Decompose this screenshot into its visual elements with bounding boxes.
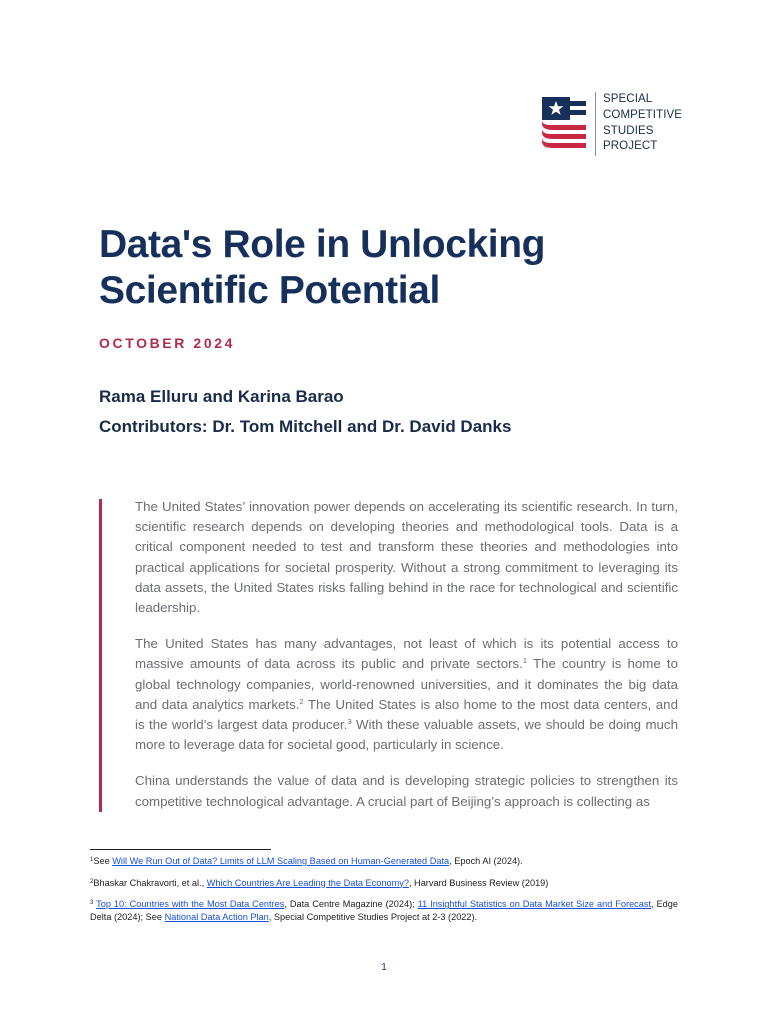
paragraph-2-text: The United States has many advantages, not least of which is its potential access to massive amounts of data across its public and private sectors. bbox=[135, 636, 678, 672]
logo-line: COMPETITIVE bbox=[603, 108, 683, 121]
intro-text bbox=[135, 497, 678, 811]
document-title bbox=[99, 222, 659, 314]
footnote-3 bbox=[90, 898, 678, 923]
title-line: Data's Role in Unlocking bbox=[99, 223, 546, 266]
footnote-ref-2[interactable]: 2 bbox=[299, 696, 304, 706]
authors: Rama Elluru and Karina Barao bbox=[99, 387, 344, 406]
logo-line: SPECIAL bbox=[603, 93, 653, 105]
footnote-divider bbox=[90, 849, 271, 850]
footnote-text: , Harvard Business Review (2019) bbox=[408, 877, 549, 888]
page-number: 1 bbox=[381, 962, 387, 973]
pull-quote-bar bbox=[99, 499, 102, 812]
logo-divider bbox=[595, 92, 596, 156]
footnote-link[interactable]: Top 10: Countries with the Most Data Centres bbox=[96, 899, 285, 910]
footnote-1 bbox=[90, 855, 678, 868]
footnote-link[interactable]: National Data Action Plan bbox=[164, 911, 269, 922]
footnote-link[interactable]: Will We Run Out of Data? Limits of LLM Scaling Based on Human-Generated Data bbox=[112, 856, 450, 866]
paragraph-1: The United States’ innovation power depends on accelerating its scientific research. In turn, scientific research depends on developing theories and methodological tools. Data is a critical component needed to test and transform these theories and methodologies into practical applications for societal prosperity. Without a strong commitment to leveraging its data assets, the United States risks falling behind in the race for technological and scientific leadership. bbox=[135, 499, 678, 616]
paragraph-2-text: The country is home to global technology companies, world-renowned universities, and it dominates the big data and data analytics markets. bbox=[135, 656, 678, 712]
author-block bbox=[99, 382, 511, 442]
scsp-flag-icon bbox=[541, 92, 587, 156]
footnote-text: , Epoch AI (2024). bbox=[449, 856, 523, 866]
footnote-2 bbox=[90, 877, 678, 890]
paragraph-2 bbox=[135, 634, 678, 755]
footnote-number: 1 bbox=[90, 857, 94, 863]
logo-line: PROJECT bbox=[603, 140, 658, 153]
title-line: Scientific Potential bbox=[99, 269, 440, 312]
footnote-link[interactable]: Which Countries Are Leading the Data Economy? bbox=[206, 877, 409, 888]
footnote-ref-1[interactable]: 1 bbox=[522, 656, 528, 666]
footnote-ref-3[interactable]: 3 bbox=[347, 717, 352, 727]
footnotes bbox=[90, 855, 678, 932]
paragraph-2-text: With these valuable assets, we should be doing much more to leverage data for societal good, particularly in science. bbox=[135, 717, 678, 753]
footnote-number: 3 bbox=[90, 900, 94, 907]
scsp-logo bbox=[541, 92, 682, 156]
publication-date: OCTOBER 2024 bbox=[99, 335, 235, 351]
footnote-text: See bbox=[93, 856, 113, 866]
footnote-text: Bhaskar Chakravorti, et al., bbox=[93, 877, 207, 888]
footnote-link[interactable]: 11 Insightful Statistics on Data Market Size and Forecast bbox=[417, 899, 652, 910]
paragraph-3: China understands the value of data and is developing strategic policies to strengthen its competitive technological advantage. A crucial part of Beijing’s approach is collecting as bbox=[135, 773, 678, 809]
paragraph-2-text: The United States is also home to the most data centers, and is the world’s largest data producer. bbox=[135, 696, 678, 733]
logo-wordmark bbox=[603, 92, 682, 155]
footnote-number: 2 bbox=[90, 878, 94, 885]
logo-line: STUDIES bbox=[603, 124, 654, 137]
footnote-text: , Special Competitive Studies Project at 2-3 (2022). bbox=[268, 911, 478, 922]
footnote-text: , Data Centre Magazine (2024); bbox=[284, 899, 418, 910]
contributors: Contributors: Dr. Tom Mitchell and Dr. David Danks bbox=[99, 417, 512, 436]
footnote-text: , Edge Delta (2024); See bbox=[90, 899, 678, 922]
